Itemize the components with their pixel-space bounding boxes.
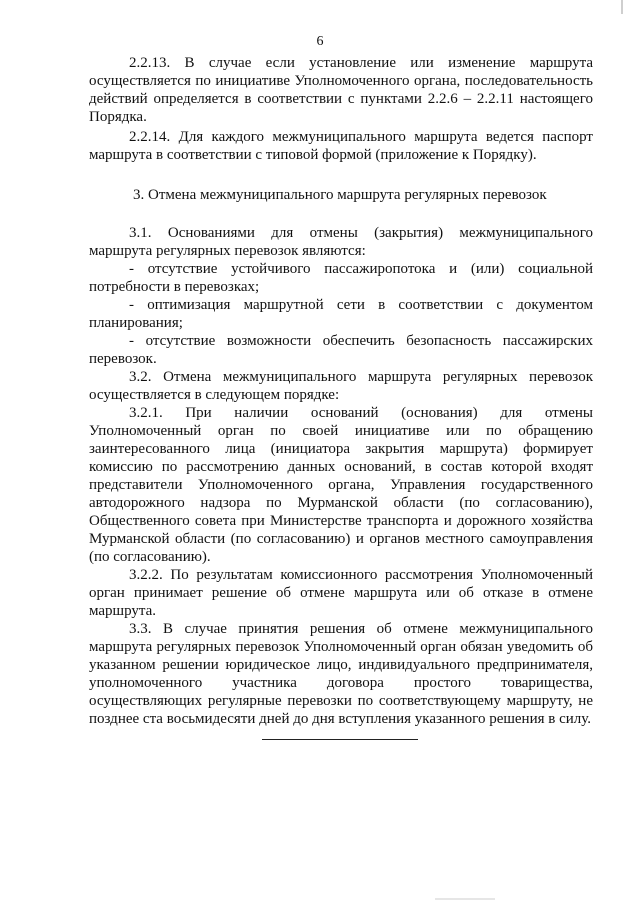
paragraph-3-2-1: 3.2.1. При наличии оснований (основания) для отмены Уполномоченный орган по своей инициативе или по обращению заинтересованного лица (инициатора закрытия маршрута) формирует комиссию по рассмотрению данных оснований, в состав которой входят представители Уполномоченного органа, Управления государственного автодорожного надзора по Мурманской области (по согласованию), Общественного совета при Министерстве транспорта и дорожного хозяйства Мурманской области (по согласованию) и органов местного самоуправления (по согласованию). — [89, 405, 593, 565]
list-item: - отсутствие устойчивого пассажиропотока и (или) социальной потребности в перевозках; — [89, 261, 593, 295]
paragraph-3-2-2: 3.2.2. По результатам комиссионного рассмотрения Уполномоченный орган принимает решение об отмене маршрута или об отказе в отмене маршрута. — [89, 567, 593, 619]
page-number: 6 — [316, 34, 324, 49]
list-item: - отсутствие возможности обеспечить безопасность пассажирских перевозок. — [89, 333, 593, 367]
list-item: - оптимизация маршрутной сети в соответствии с документом планирования; — [89, 297, 593, 331]
paragraph-3-2: 3.2. Отмена межмуниципального маршрута регулярных перевозок осуществляется в следующем порядке: — [89, 369, 593, 403]
paragraph-2-2-13: 2.2.13. В случае если установление или изменение маршрута осуществляется по инициативе Уполномоченного органа, последовательность действий определяется в соответствии с пунктами 2.2.6 – 2.2.11 настоящего Порядка. — [89, 55, 593, 125]
section-heading: 3. Отмена межмуниципального маршрута регулярных перевозок — [133, 187, 547, 203]
document-body — [89, 54, 593, 728]
paragraph-3-3: 3.3. В случае принятия решения об отмене межмуниципального маршрута регулярных перевозок Уполномоченный орган обязан уведомить об указанном решении юридическое лицо, индивидуального предпринимателя, уполномоченного участника договора простого товарищества, осуществляющих регулярные перевозки по соответствующему маршруту, не позднее ста восьмидесяти дней до дня вступления указанного решения в силу. — [89, 621, 593, 727]
end-separator-line — [262, 739, 418, 740]
paragraph-3-1: 3.1. Основаниями для отмены (закрытия) межмуниципального маршрута регулярных перевозок являются: — [89, 225, 593, 259]
scan-mark — [435, 898, 495, 900]
paragraph-2-2-14: 2.2.14. Для каждого межмуниципального маршрута ведется паспорт маршрута в соответствии с типовой формой (приложение к Порядку). — [89, 129, 593, 163]
scan-mark — [621, 0, 623, 14]
